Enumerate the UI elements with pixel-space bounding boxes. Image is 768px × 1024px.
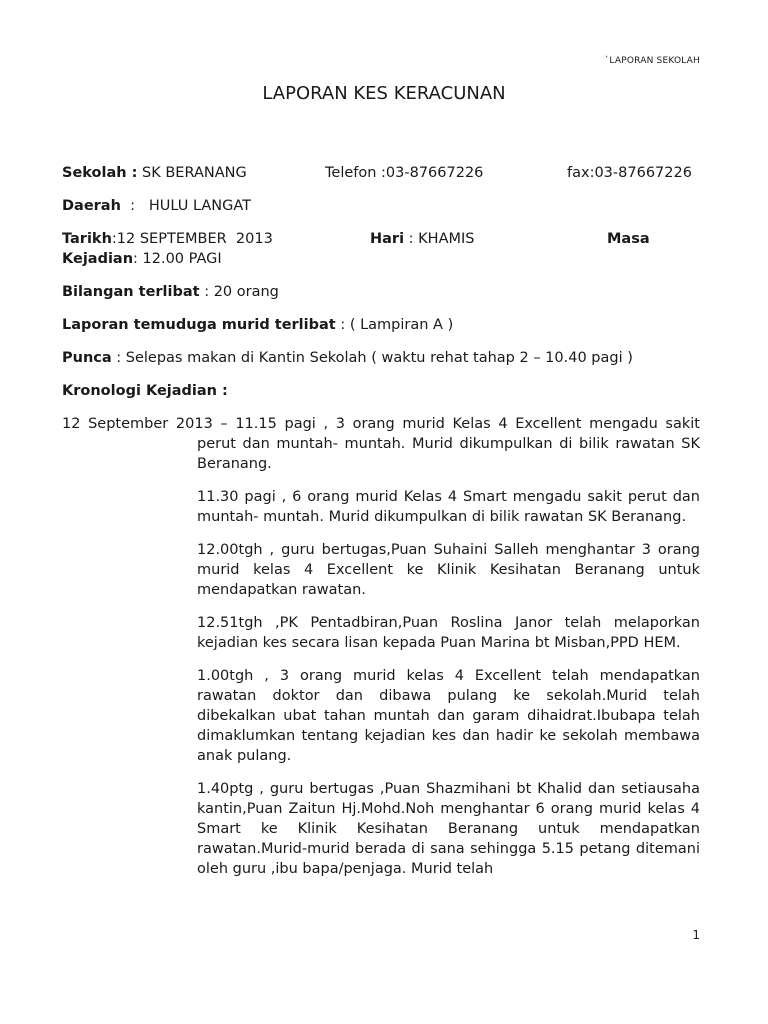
district-label: Daerah	[62, 198, 121, 214]
cause-value: : Selepas makan di Kantin Sekolah ( waktu rehat tahap 2 – 10.40 pagi )	[116, 350, 633, 366]
district-value: : HULU LANGAT	[125, 198, 252, 214]
chronology-entry: 1.00tgh , 3 orang murid kelas 4 Excellent telah mendapatkan rawatan doktor dan dibawa pulang ke sekolah.Murid telah dibekalkan ubat tahan muntah dan garam dihaidrat.Ibubapa telah dimaklumkan tentang kejadian kes dan hadir ke sekolah membawa anak pulang.	[197, 668, 700, 764]
count-label: Bilangan terlibat	[62, 284, 200, 300]
chronology-entry-first-line: 12 September 2013 – 11.15 pagi , 3 orang murid Kelas 4 Excellent mengadu sakit	[62, 416, 700, 432]
cause-label: Punca	[62, 350, 112, 366]
fax: fax:03-87667226	[567, 165, 692, 181]
chronology-entry-continuation: perut dan muntah- muntah. Murid dikumpulkan di bilik rawatan SK Beranang.	[197, 436, 700, 472]
chronology-heading: Kronologi Kejadian :	[62, 383, 228, 399]
date-row	[62, 229, 700, 249]
time-value: : 12.00 PAGI	[133, 251, 222, 267]
day-label: Hari	[370, 231, 405, 247]
day-value: : KHAMIS	[408, 231, 475, 247]
interview-value: : ( Lampiran A )	[340, 317, 454, 333]
interview-label: Laporan temuduga murid terlibat	[62, 317, 336, 333]
chronology-entry: 12.51tgh ,PK Pentadbiran,Puan Roslina Janor telah melaporkan kejadian kes secara lisan kepada Puan Marina bt Misban,PPD HEM.	[197, 615, 700, 651]
interview-row	[62, 315, 700, 335]
chronology-entry: 1.40ptg , guru bertugas ,Puan Shazmihani bt Khalid dan setiausaha kantin,Puan Zaitun Hj.Mohd.Noh menghantar 6 orang murid kelas 4 Smart ke Klinik Kesihatan Beranang untuk mendapatkan rawatan.Murid-murid berada di sana sehingga 5.15 petang ditemani oleh guru ,ibu bapa/penjaga. Murid telah	[197, 781, 700, 877]
count-row	[62, 282, 700, 302]
report-body	[62, 163, 700, 892]
chronology-entry: 11.30 pagi , 6 orang murid Kelas 4 Smart mengadu sakit perut dan muntah- muntah. Murid dikumpulkan di bilik rawatan SK Beranang.	[197, 489, 700, 525]
chronology-entry: 12.00tgh , guru bertugas,Puan Suhaini Salleh menghantar 3 orang murid kelas 4 Excellent ke Klinik Kesihatan Beranang untuk mendapatkan rawatan.	[197, 542, 700, 598]
school-value: SK BERANANG	[142, 165, 247, 181]
time-label-part2: Kejadian	[62, 251, 134, 267]
telephone: Telefon :03-87667226	[325, 165, 484, 181]
date-label: Tarikh	[62, 231, 112, 247]
document-title: LAPORAN KES KERACUNAN	[262, 83, 506, 104]
school-row	[62, 163, 700, 183]
cause-row	[62, 348, 700, 368]
district-row	[62, 196, 700, 216]
chronology-entries	[197, 434, 700, 879]
time-row	[62, 249, 700, 269]
page-number: 1	[692, 928, 700, 942]
time-label-part1: Masa	[607, 231, 650, 247]
count-value: : 20 orang	[204, 284, 279, 300]
school-label: Sekolah :	[62, 165, 138, 181]
header-note: `LAPORAN SEKOLAH	[604, 56, 700, 66]
date-value: :12 SEPTEMBER 2013	[111, 231, 273, 247]
